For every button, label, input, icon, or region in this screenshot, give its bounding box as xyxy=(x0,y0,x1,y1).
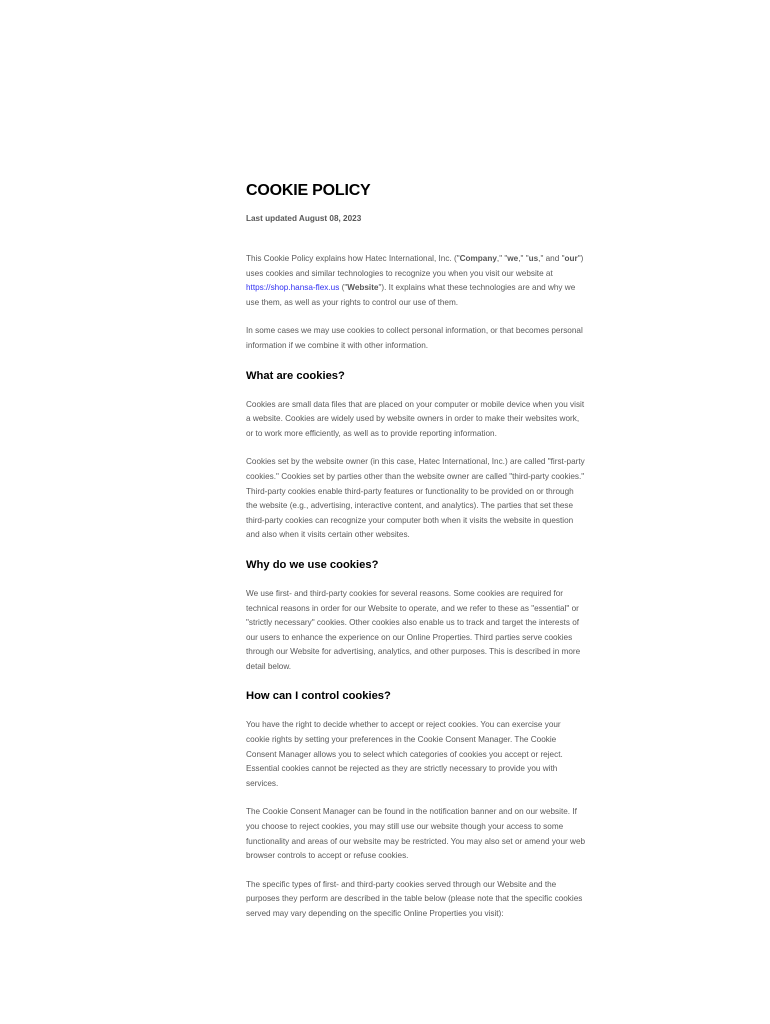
section-heading-control-cookies: How can I control cookies? xyxy=(246,690,391,703)
section-heading-what-are-cookies: What are cookies? xyxy=(246,369,345,382)
intro-text: (" xyxy=(339,283,348,293)
intro-paragraph xyxy=(246,252,586,310)
section-paragraph: The specific types of first- and third-party cookies served through our Website and the purposes they perform are described in the table below (please note that the specific cookies served may vary depending on the specific Online Properties you visit): xyxy=(246,879,583,918)
term-website: Website xyxy=(347,283,379,293)
term-company: Company xyxy=(459,254,497,263)
section-heading-why-use-cookies: Why do we use cookies? xyxy=(246,558,379,571)
term-our: our xyxy=(564,254,578,263)
term-we: we xyxy=(507,254,519,263)
website-link[interactable]: https://shop.hansa-flex.us xyxy=(246,283,340,293)
intro-text: "). It explains what these technologies are and why we use them, as well as your rights to control our use of them. xyxy=(246,283,576,307)
intro-text: This Cookie Policy explains how Hatec International, Inc. (" xyxy=(246,254,460,263)
section-paragraph: We use first- and third-party cookies for several reasons. Some cookies are required for technical reasons in order for our Website to operate, and we refer to these as "essential" or "strictly necessary" cookies. Other cookies also enable us to track and target the interests of our users to enhance the experience on our Online Properties. Third parties serve cookies through our Website for advertising, analytics, and other purposes. This is described in more detail below. xyxy=(246,588,581,671)
intro-text: ," " xyxy=(496,254,508,263)
section-paragraph: The Cookie Consent Manager can be found in the notification banner and on our website. If you choose to reject cookies, you may still use our website though your access to some functionality and areas of our website may be restricted. You may also set or amend your web browser controls to accept or refuse cookies. xyxy=(246,807,586,861)
personal-info-paragraph: In some cases we may use cookies to collect personal information, or that becomes personal information if we combine it with other information. xyxy=(246,326,583,350)
section-paragraph: Cookies set by the website owner (in this case, Hatec International, Inc.) are called "first-party cookies." Cookies set by parties other than the website owner are called "third-party cookies." Third-party cookies enable third-party features or functionality to be provided on or through the website (e.g., advertising, interactive content, and analytics). The parties that set these third-party cookies can recognize your computer both when it visits the website in question and also when it visits certain other websites. xyxy=(246,457,585,540)
last-updated-date: Last updated August 08, 2023 xyxy=(246,214,362,223)
page-title: COOKIE POLICY xyxy=(246,182,371,199)
intro-text: ," and " xyxy=(538,254,565,263)
section-paragraph: Cookies are small data files that are placed on your computer or mobile device when you visit a website. Cookies are widely used by website owners in order to make their websites work, or to work more efficiently, as well as to provide reporting information. xyxy=(246,399,585,438)
document-page xyxy=(246,180,586,922)
section-paragraph: You have the right to decide whether to accept or reject cookies. You can exercise your cookie rights by setting your preferences in the Cookie Consent Manager. The Cookie Consent Manager allows you to select which categories of cookies you accept or reject. Essential cookies cannot be rejected as they are strictly necessary to provide you with services. xyxy=(246,720,563,788)
intro-text: ") uses cookies and similar technologies to recognize you when you visit our website at xyxy=(246,254,584,278)
intro-text: ," " xyxy=(518,254,529,263)
term-us: us xyxy=(528,254,539,263)
